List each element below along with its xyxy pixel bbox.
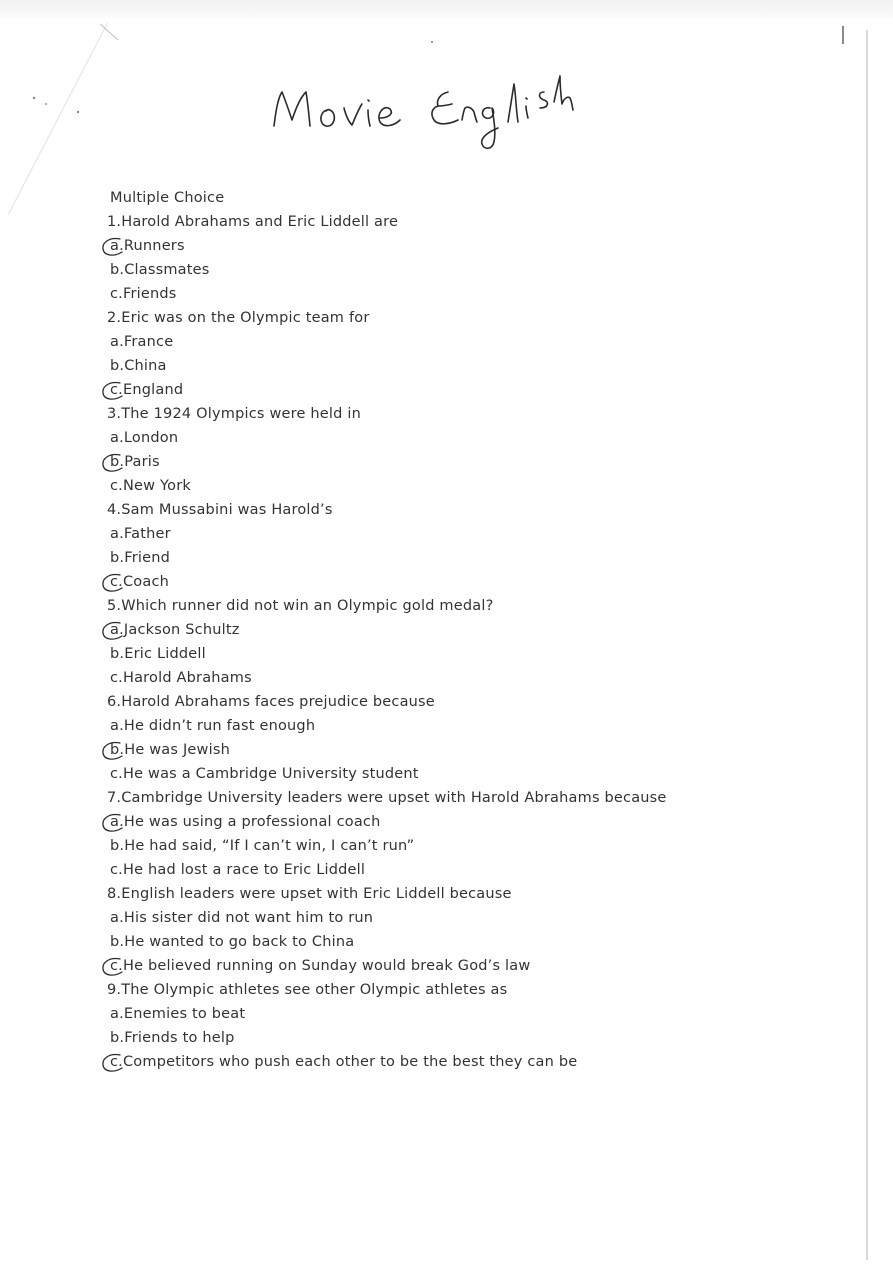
question-text <box>107 690 743 714</box>
option-label: a.Enemies to beat <box>110 1006 246 1022</box>
option-label: c.Harold Abrahams <box>110 670 252 686</box>
question-label: 4.Sam Mussabini was Harold’s <box>107 502 333 518</box>
answer-option <box>110 570 743 594</box>
answer-option <box>110 810 743 834</box>
answer-circle-mark <box>100 572 128 594</box>
answer-option <box>110 906 743 930</box>
answer-option <box>110 858 743 882</box>
question-label: 9.The Olympic athletes see other Olympic athletes as <box>107 982 508 998</box>
answer-circle-mark <box>100 380 128 402</box>
option-label: b.Eric Liddell <box>110 646 206 662</box>
question-text <box>107 978 743 1002</box>
option-label: a.Jackson Schultz <box>110 622 240 638</box>
answer-option <box>110 450 743 474</box>
option-label: c.He believed running on Sunday would break God’s law <box>110 958 531 974</box>
option-label: a.Runners <box>110 238 185 254</box>
option-label: b.He was Jewish <box>110 742 230 758</box>
answer-option <box>110 738 743 762</box>
option-label: b.He had said, “If I can’t win, I can’t run” <box>110 838 415 854</box>
answer-option <box>110 234 743 258</box>
option-label: b.He wanted to go back to China <box>110 934 355 950</box>
question-text <box>107 402 743 426</box>
answer-option <box>110 930 743 954</box>
question-label: 7.Cambridge University leaders were upset with Harold Abrahams because <box>107 790 667 806</box>
answer-option <box>110 1050 743 1074</box>
answer-option <box>110 522 743 546</box>
question-label: 2.Eric was on the Olympic team for <box>107 310 370 326</box>
option-label: c.He had lost a race to Eric Liddell <box>110 862 366 878</box>
answer-circle-mark <box>100 236 128 258</box>
answer-circle-mark <box>100 620 128 642</box>
option-label: c.New York <box>110 478 191 494</box>
question-label: 1.Harold Abrahams and Eric Liddell are <box>107 214 399 230</box>
option-label: a.His sister did not want him to run <box>110 910 374 926</box>
answer-option <box>110 714 743 738</box>
answer-option <box>110 426 743 450</box>
option-label: c.Friends <box>110 286 177 302</box>
question-label: 5.Which runner did not win an Olympic gold medal? <box>107 598 494 614</box>
answer-circle-mark <box>100 740 128 762</box>
question-label: 8.English leaders were upset with Eric Liddell because <box>107 886 512 902</box>
answer-circle-mark <box>100 1052 128 1074</box>
answer-option <box>110 762 743 786</box>
answer-option <box>110 954 743 978</box>
option-label: b.Paris <box>110 454 160 470</box>
question-text <box>107 786 743 810</box>
question-list <box>103 186 743 1074</box>
option-label: b.China <box>110 358 167 374</box>
option-label: c.England <box>110 382 184 398</box>
option-label: a.London <box>110 430 179 446</box>
option-label: b.Friends to help <box>110 1030 235 1046</box>
option-label: b.Friend <box>110 550 171 566</box>
question-label: 3.The 1924 Olympics were held in <box>107 406 361 422</box>
answer-option <box>110 330 743 354</box>
answer-option <box>110 258 743 282</box>
question-text <box>107 306 743 330</box>
answer-circle-mark <box>100 956 128 978</box>
answer-option <box>110 546 743 570</box>
option-label: a.Father <box>110 526 171 542</box>
option-label: c.He was a Cambridge University student <box>110 766 419 782</box>
question-text <box>107 498 743 522</box>
answer-option <box>110 666 743 690</box>
answer-option <box>110 618 743 642</box>
answer-option <box>110 378 743 402</box>
answer-option <box>110 1002 743 1026</box>
option-label: a.He was using a professional coach <box>110 814 381 830</box>
answer-option <box>110 834 743 858</box>
section-heading: Multiple Choice <box>110 190 225 206</box>
question-items <box>103 210 743 1074</box>
answer-option <box>110 642 743 666</box>
handwritten-title <box>262 62 582 162</box>
question-text <box>107 594 743 618</box>
option-label: c.Competitors who push each other to be the best they can be <box>110 1054 578 1070</box>
answer-option <box>110 282 743 306</box>
answer-option <box>110 354 743 378</box>
question-text <box>107 210 743 234</box>
option-label: a.France <box>110 334 174 350</box>
answer-circle-mark <box>100 452 128 474</box>
answer-option <box>110 474 743 498</box>
option-label: a.He didn’t run fast enough <box>110 718 316 734</box>
answer-circle-mark <box>100 812 128 834</box>
option-label: b.Classmates <box>110 262 210 278</box>
answer-option <box>110 1026 743 1050</box>
option-label: c.Coach <box>110 574 170 590</box>
question-text <box>107 882 743 906</box>
question-label: 6.Harold Abrahams faces prejudice because <box>107 694 435 710</box>
